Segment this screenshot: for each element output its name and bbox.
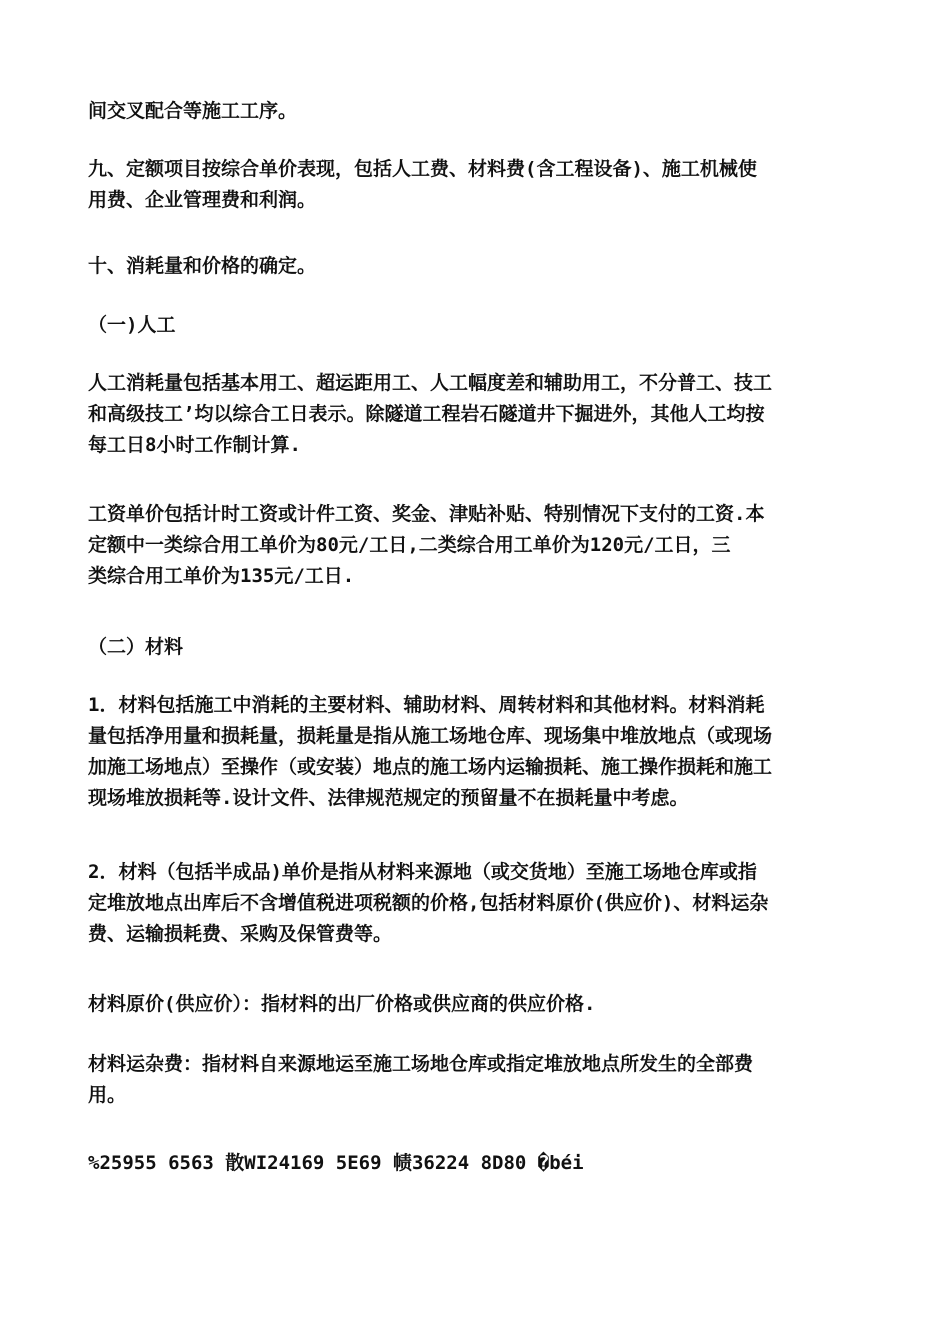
text-line: 定堆放地点出库后不含增值税进项税额的价格,包括材料原价(供应价)、材料运杂	[88, 892, 769, 914]
text-line: 加施工场地点）至操作（或安装）地点的施工场内运输损耗、施工操作损耗和施工	[88, 756, 773, 778]
text-line: 量包括净用量和损耗量，损耗量是指从施工场地仓库、现场集中堆放地点（或现场	[88, 725, 773, 747]
section-heading-labor	[88, 310, 868, 341]
text-line: 人工消耗量包括基本用工、超运距用工、人工幅度差和辅助用工，不分普工、技工	[88, 372, 773, 394]
paragraph-material-original-price	[88, 989, 868, 1020]
paragraph-labor-consumption	[88, 368, 868, 461]
paragraph-wage-unit-price	[88, 499, 868, 592]
paragraph-garbled-text	[88, 1148, 868, 1179]
paragraph-materials-item-2	[88, 857, 868, 950]
text-line: 每工日8小时工作制计算.	[88, 434, 301, 456]
paragraph-construction-sequence	[88, 96, 868, 127]
text-line: 2．材料（包括半成品)单价是指从材料来源地（或交货地）至施工场地仓库或指	[88, 861, 757, 883]
paragraph-item-nine	[88, 154, 868, 216]
text-line: 类综合用工单价为135元/工日.	[88, 565, 355, 587]
text-line: 和高级技工’均以综合工日表示。除隧道工程岩石隧道井下掘进外，其他人工均按	[88, 403, 765, 425]
paragraph-materials-item-1	[88, 690, 868, 814]
text-line: （一)人工	[88, 314, 176, 336]
paragraph-material-transport-cost	[88, 1049, 868, 1111]
text-line: 间交叉配合等施工工序。	[88, 100, 298, 122]
text-line: %25955 6563 散WI24169 5E69 帻36224 8D80 �béi	[88, 1152, 584, 1174]
text-line: 九、定额项目按综合单价表现，包括人工费、材料费(含工程设备)、施工机械使	[88, 158, 757, 180]
text-line: 定额中一类综合用工单价为80元/工日,二类综合用工单价为120元/工日，三	[88, 534, 731, 556]
text-line: 用。	[88, 1084, 127, 1106]
text-line: 工资单价包括计时工资或计件工资、奖金、津贴补贴、特别情况下支付的工资.本	[88, 503, 765, 525]
text-line: 十、消耗量和价格的确定。	[88, 255, 317, 277]
section-heading-materials	[88, 632, 868, 663]
text-line: （二）材料	[88, 636, 184, 658]
text-line: 1．材料包括施工中消耗的主要材料、辅助材料、周转材料和其他材料。材料消耗	[88, 694, 765, 716]
text-line: 材料原价(供应价）：指材料的出厂价格或供应商的供应价格.	[88, 993, 596, 1015]
text-line: 现场堆放损耗等.设计文件、法律规范规定的预留量不在损耗量中考虑。	[88, 787, 689, 809]
text-line: 用费、企业管理费和利润。	[88, 189, 317, 211]
text-line: 材料运杂费：指材料自来源地运至施工场地仓库或指定堆放地点所发生的全部费	[88, 1053, 754, 1075]
text-line: 费、运输损耗费、采购及保管费等。	[88, 923, 393, 945]
paragraph-item-ten	[88, 251, 868, 282]
